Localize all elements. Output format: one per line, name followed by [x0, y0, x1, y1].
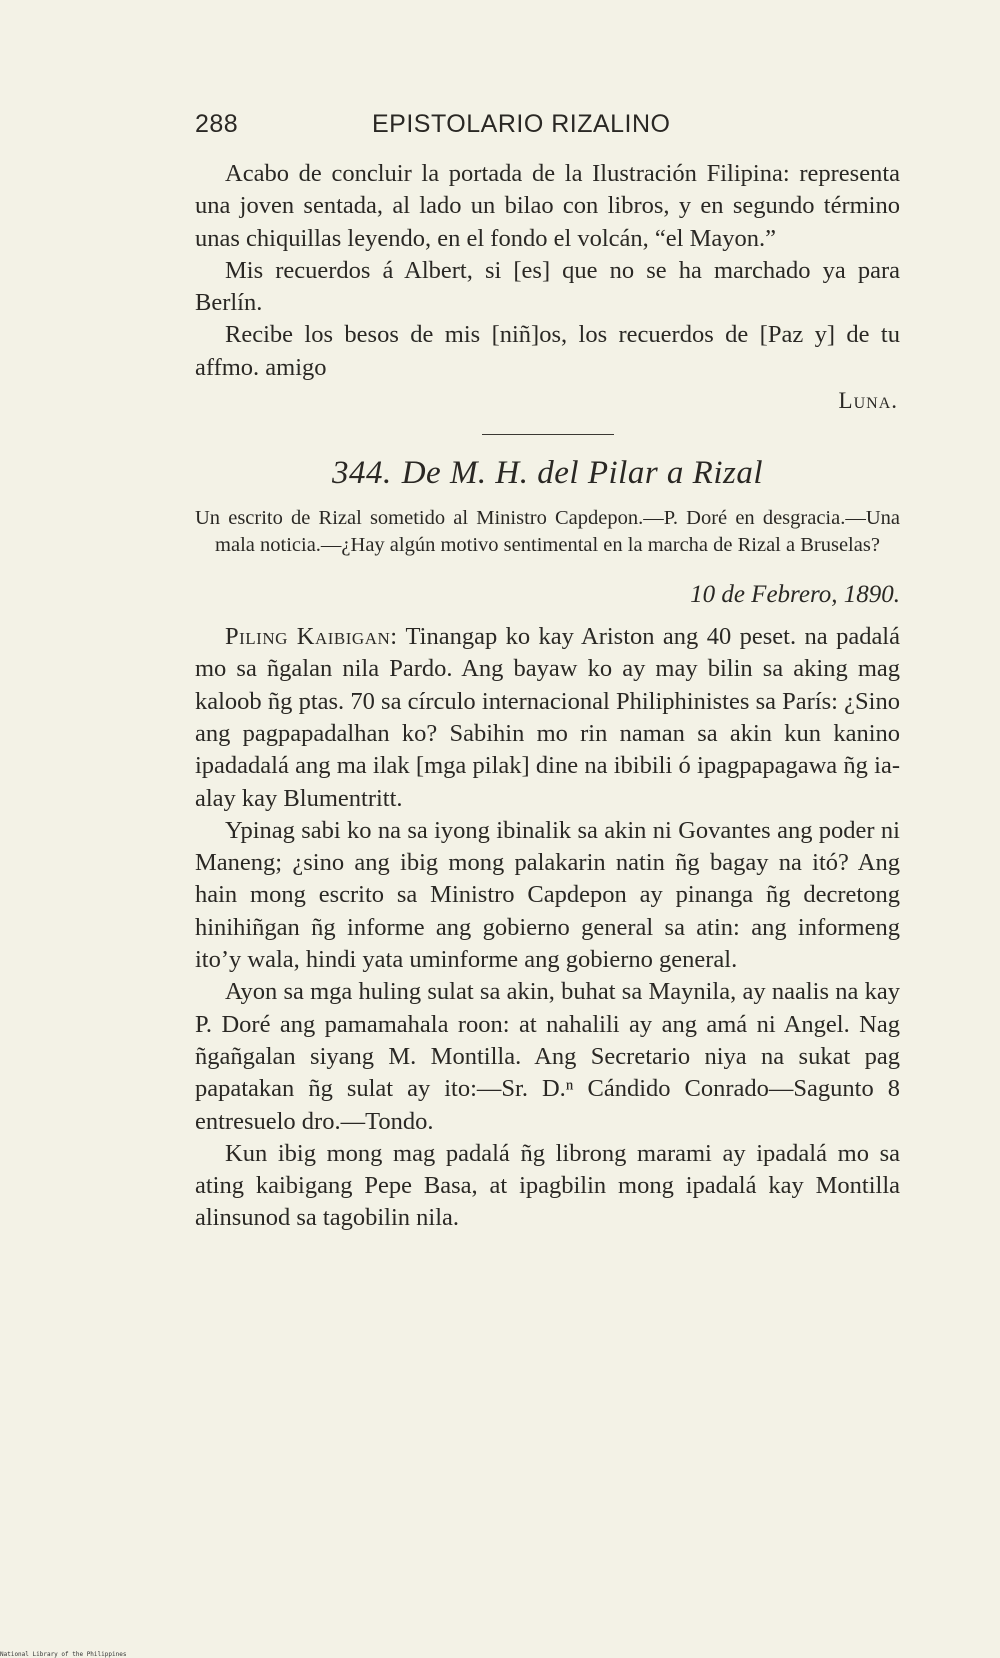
paragraph: Recibe los besos de mis [niñ]os, los recuerdos de [Paz y] de tu affmo. amigo: [195, 321, 900, 381]
paragraph-text: Tinangap ko kay Ariston ang 40 peset. na padalá mo sa ñgalan nila Pardo. Ang bayaw ko ay may bilin sa aking mag kaloob ñg ptas. 70 sa círculo internacional Philiphinistes sa París: ¿Sino ang pagpapadalhan ko? Sabihin mo rin naman sa akin kun kanino ipadadalá ang ma ilak [mga pilak] dine na ibibili ó ipagpapagawa ñg ia-alay kay Blumentritt.: [195, 623, 900, 812]
paragraph: Acabo de concluir la portada de la Ilustración Filipina: representa una joven sentada, al lado un bilao con libros, y en segundo término unas chiquillas leyendo, en el fondo el volcán, “el Mayon.”: [195, 160, 900, 252]
book-page: [195, 110, 900, 1235]
letter-heading: [195, 455, 900, 492]
letter-number: 344.: [331, 455, 392, 492]
paragraph: Kun ibig mong mag padalá ñg librong marami ay ipadalá mo sa ating kaibigang Pepe Basa, at ipagbilin mong ipadalá kay Montilla alinsunod sa tagobilin nila.: [195, 1139, 900, 1232]
salutation: Piling Kaibigan:: [225, 623, 398, 651]
letter-date: 10 de Febrero, 1890.: [690, 581, 900, 609]
paragraph: Ayon sa mga huling sulat sa akin, buhat sa Maynila, ay naalis na kay P. Doré ang pamamahala roon: at nahalili ay ang amá ni Angel. Nag ñgañgalan siyang M. Montilla. Ang Secretario niya na sukat pag papatakan ñg sulat ay ito:—Sr. D.ⁿ Cándido Conrado—Sagunto 8 entresuelo dro.—Tondo.: [195, 978, 900, 1135]
letter-title: De M. H. del Pilar a Rizal: [401, 455, 764, 492]
paragraph: Mis recuerdos á Albert, si [es] que no se ha marchado ya para Berlín.: [195, 256, 900, 317]
running-title: EPISTOLARIO RIZALINO: [372, 110, 671, 138]
previous-letter-body: [195, 158, 900, 384]
paragraph: [195, 621, 900, 815]
letter-summary: Un escrito de Rizal sometido al Ministro Capdepon.—P. Doré en desgracia.—Una mala noticia.—¿Hay algún motivo sentimental en la marcha de Rizal a Bruselas?: [195, 507, 900, 557]
signature: Luna.: [838, 388, 898, 414]
section-divider: [482, 434, 614, 435]
running-header: [195, 110, 900, 150]
scan-credit: National Library of the Philippines: [0, 1651, 127, 1658]
letter-body: [195, 621, 900, 1235]
paragraph: Ypinag sabi ko na sa iyong ibinalik sa akin ni Govantes ang poder ni Maneng; ¿sino ang ibig mong palakarin natin ñg bagay na itó? Ang hain mong escrito sa Ministro Capdepon ay pinanga ñg decretong hinihiñgan ñg informe ang gobierno general sa atin: ang informeng ito’y wala, hindi yata uminforme ang gobierno general.: [195, 816, 900, 974]
page-number: 288: [195, 110, 239, 138]
